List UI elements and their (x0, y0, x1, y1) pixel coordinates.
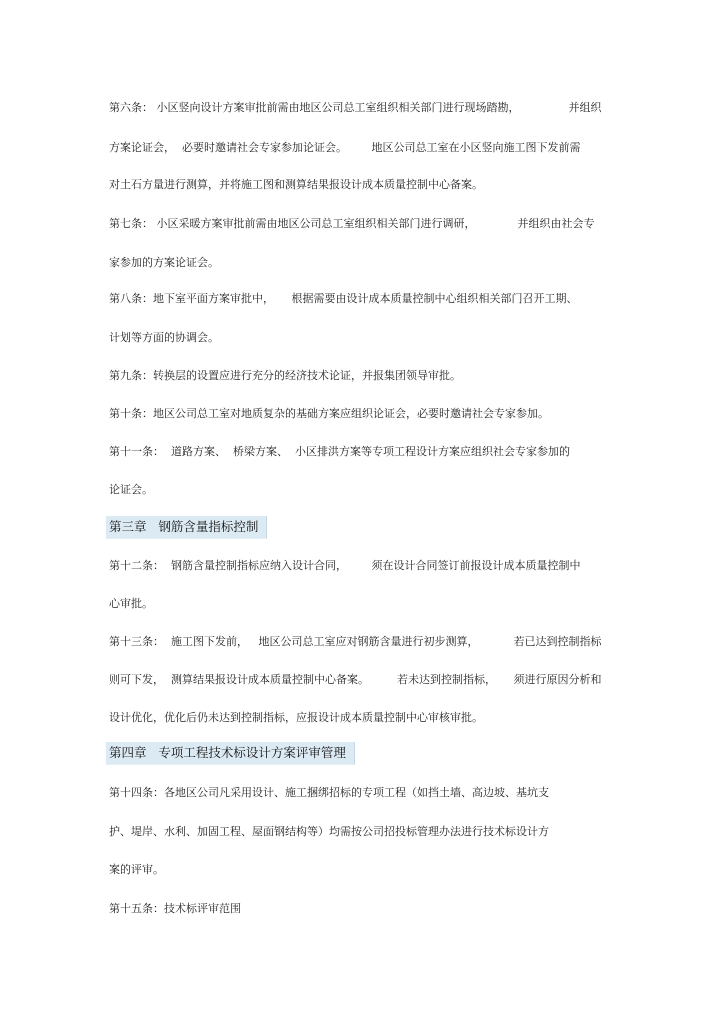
paragraph-line: 第七条： 小区采暖方案审批前需由地区公司总工室组织相关部门进行调研， 并组织由社会专 (109, 217, 595, 230)
paragraph-line: 第十二条： 钢筋含量控制指标应纳入设计合同， 须在设计合同签订前报设计成本质量控制中 (109, 559, 581, 572)
paragraph-line: 论证会。 (109, 483, 153, 496)
paragraph-line: 第六条： 小区竖向设计方案审批前需由地区公司总工室组织相关部门进行现场踏勘， 并组织 (109, 101, 602, 114)
paragraph-line: 第八条：地下室平面方案审批中， 根据需要由设计成本质量控制中心组织相关部门召开工期、 (109, 292, 578, 305)
paragraph-line: 心审批。 (109, 597, 153, 610)
paragraph-line: 第十一条： 道路方案、 桥梁方案、 小区排洪方案等专项工程设计方案应组织社会专家参加的 (109, 445, 570, 458)
paragraph-line: 第十三条： 施工图下发前， 地区公司总工室应对钢筋含量进行初步测算， 若已达到控制指标 (109, 635, 602, 648)
paragraph-line: 家参加的方案论证会。 (109, 256, 219, 269)
paragraph-line: 方案论证会， 必要时邀请社会专家参加论证会。 地区公司总工室在小区竖向施工图下发前需 (109, 141, 581, 154)
paragraph-line: 第十五条：技术标评审范围 (109, 902, 241, 915)
paragraph-line: 对土石方量进行测算，并将施工图和测算结果报设计成本质量控制中心备案。 (109, 178, 483, 191)
chapter-4-heading: 第四章 专项工程技术标设计方案评审管理 (106, 742, 355, 765)
chapter-3-heading: 第三章 钢筋含量指标控制 (106, 516, 267, 539)
paragraph-line: 计划等方面的协调会。 (109, 331, 219, 344)
paragraph-line: 第十四条：各地区公司凡采用设计、施工捆绑招标的专项工程（如挡土墙、高边坡、基坑支 (109, 786, 549, 799)
paragraph-line: 第九条：转换层的设置应进行充分的经济技术论证，并报集团领导审批。 (109, 369, 461, 382)
paragraph-line: 案的评审。 (109, 863, 164, 876)
paragraph-line: 第十条：地区公司总工室对地质复杂的基础方案应组织论证会，必要时邀请社会专家参加。 (109, 407, 549, 420)
paragraph-line: 则可下发， 测算结果报设计成本质量控制中心备案。 若未达到控制指标， 须进行原因分析和 (109, 673, 602, 686)
paragraph-line: 设计优化，优化后仍未达到控制指标，应报设计成本质量控制中心审核审批。 (109, 711, 483, 724)
paragraph-line: 护、堤岸、水利、加固工程、屋面钢结构等）均需按公司招投标管理办法进行技术标设计方 (109, 825, 549, 838)
